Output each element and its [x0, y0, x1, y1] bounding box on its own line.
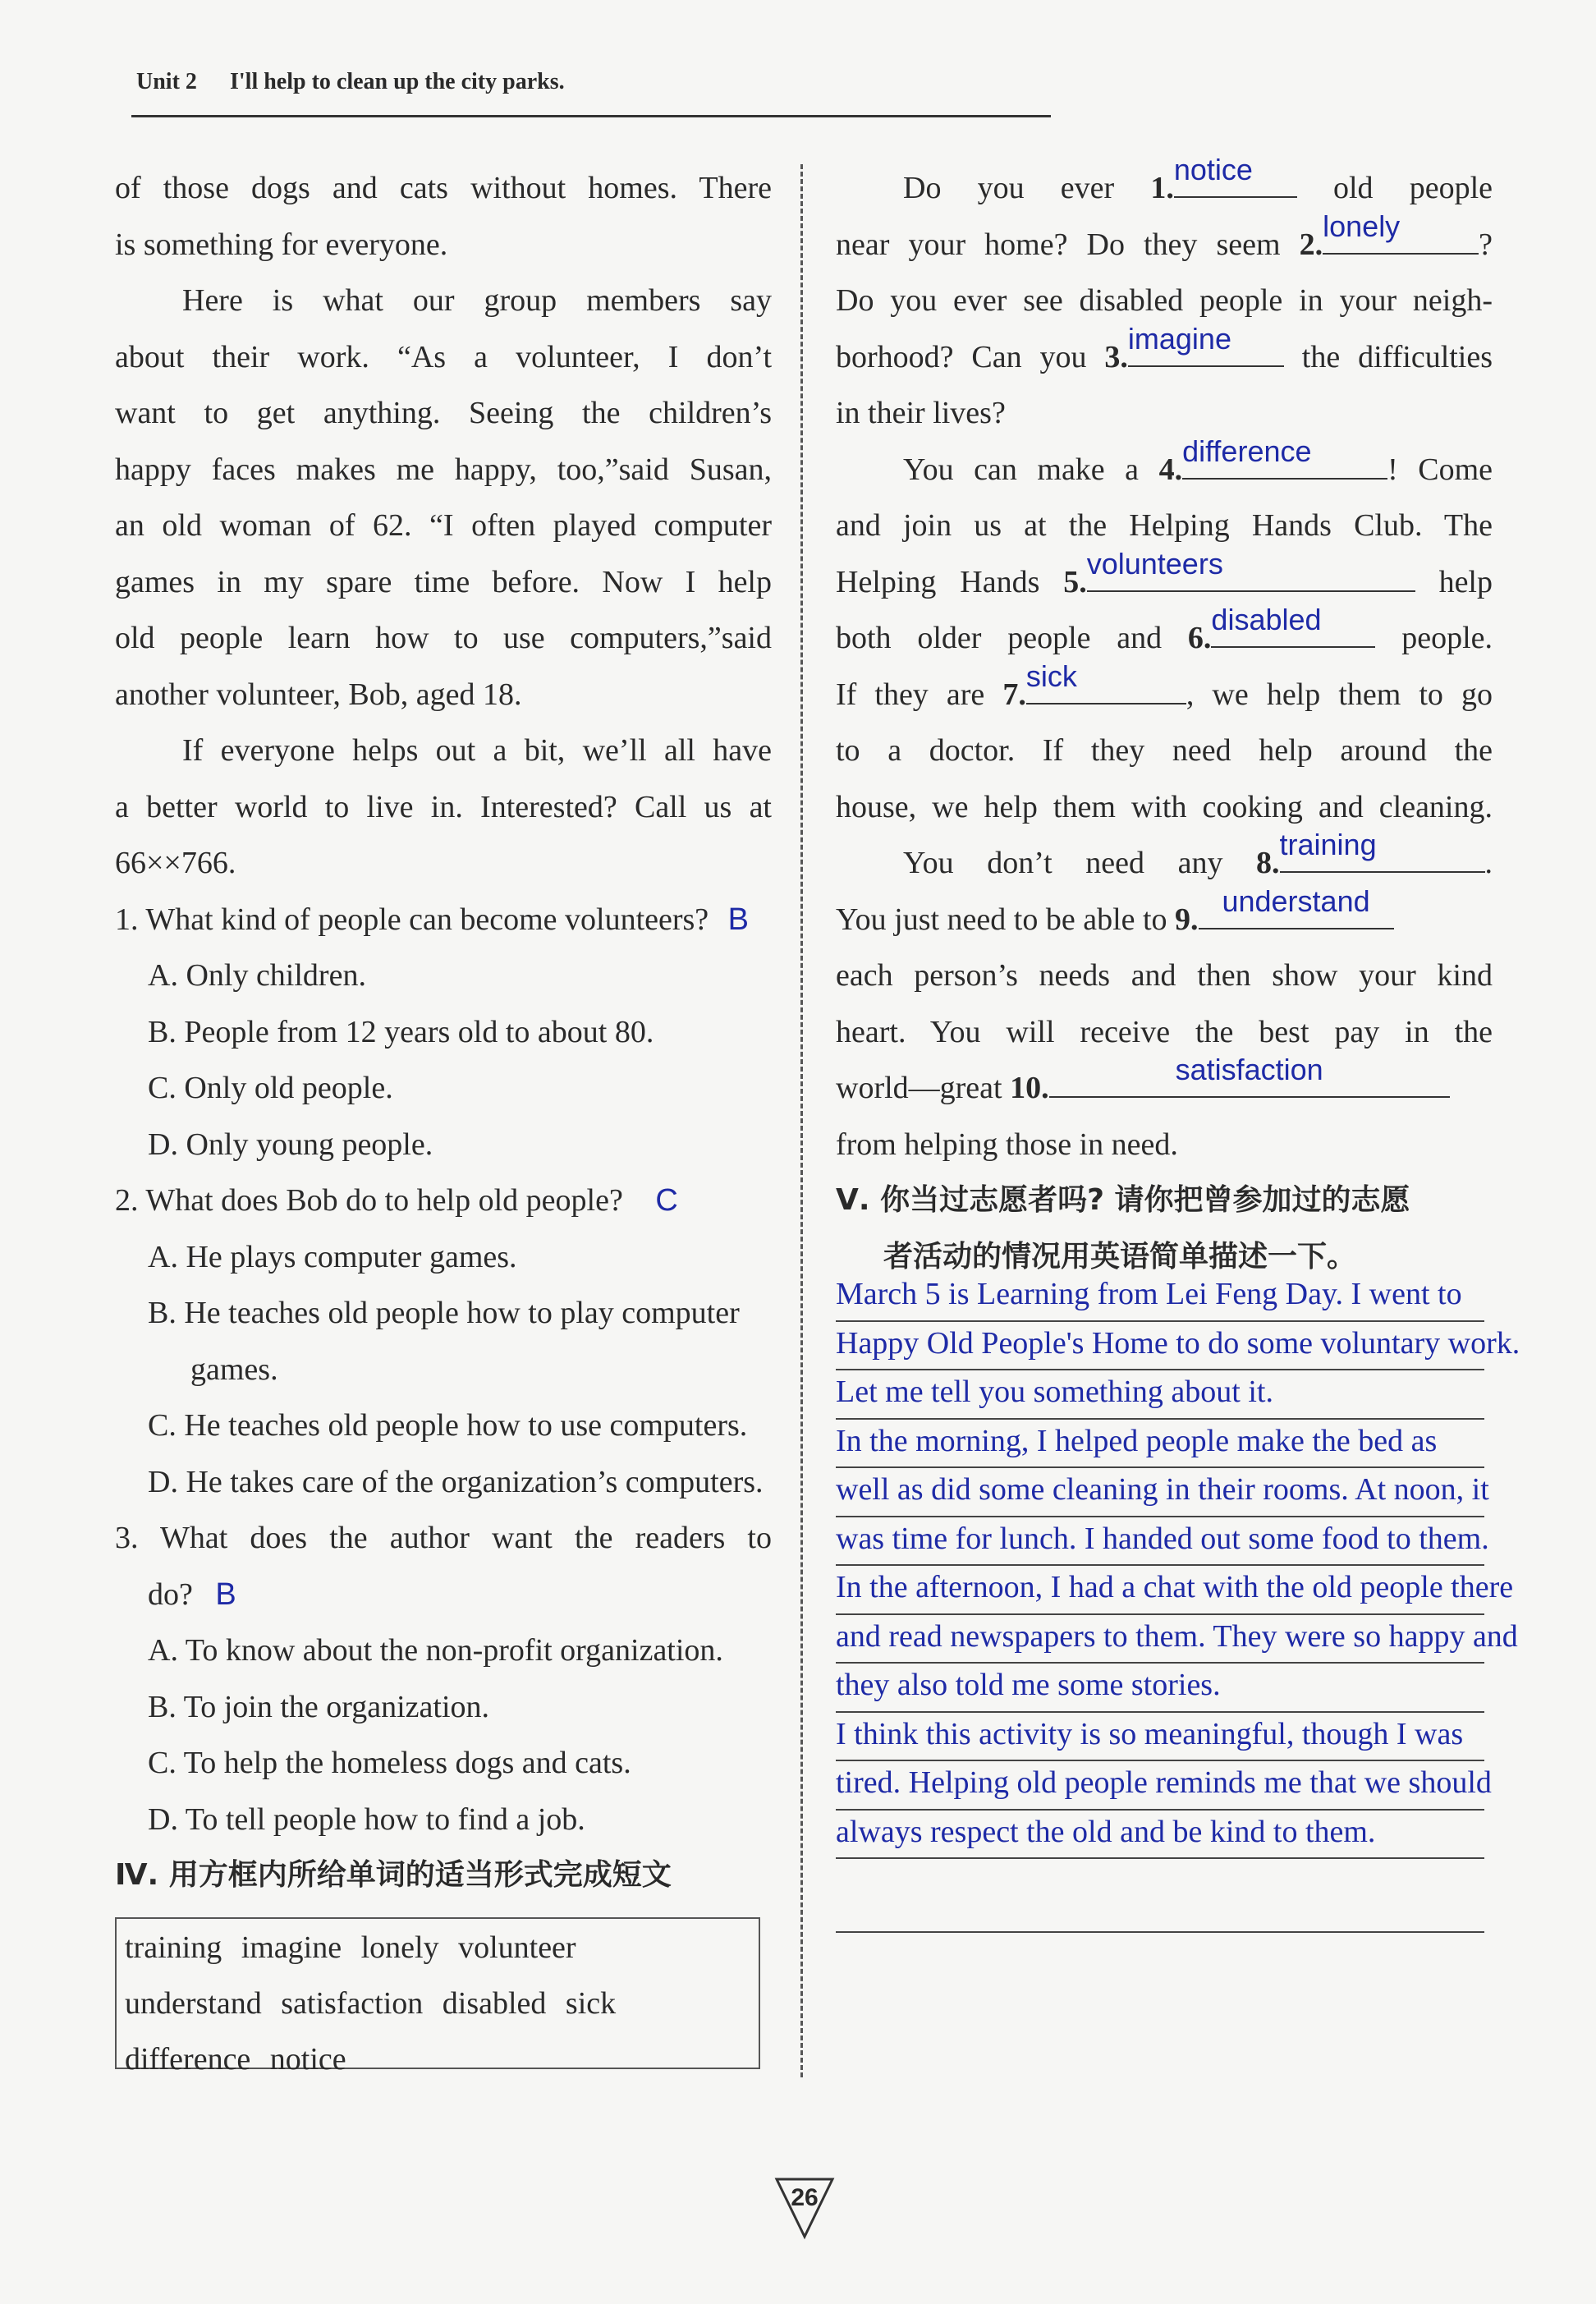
- passage-line: a better world to live in. Interested? Call us at: [115, 789, 772, 824]
- cloze-line: borhood? Can you 3. imagine the difficulties: [836, 321, 1493, 374]
- word-box: [115, 1917, 760, 2077]
- option: B. He teaches old people how to play computer: [148, 1296, 740, 1330]
- blank-5[interactable]: volunteers: [1087, 554, 1415, 592]
- option: C. He teaches old people how to use computers.: [148, 1408, 748, 1443]
- blank-3[interactable]: imagine: [1128, 329, 1284, 367]
- question-number: 3.: [115, 1521, 139, 1555]
- cloze-line: to a doctor. If they need help around the: [836, 733, 1493, 768]
- page-number-badge: [772, 2176, 837, 2242]
- question-3-cont: [115, 1567, 772, 1623]
- writing-line: Happy Old People's Home to do some voluntary work.: [836, 1322, 1484, 1371]
- passage-line: another volunteer, Bob, aged 18.: [115, 677, 522, 712]
- cloze-line: You can make a 4. difference ! Come: [903, 434, 1493, 487]
- question-text: What does the author want the readers to: [159, 1521, 772, 1555]
- section-5-title-cont: 者活动的情况用英语简单描述一下。: [883, 1239, 1357, 1274]
- option: A. He plays computer games.: [148, 1239, 517, 1274]
- word-box-row: training imagine lonely volunteer: [125, 1930, 576, 1965]
- writing-line: In the morning, I helped people make the bed as: [836, 1420, 1484, 1469]
- blank-8[interactable]: training: [1280, 835, 1485, 873]
- question-answer: B: [215, 1577, 236, 1612]
- unit-title: I'll help to clean up the city parks.: [230, 69, 565, 94]
- cloze-line: If they are 7. sick , we help them to go: [836, 659, 1493, 712]
- cloze-line: and join us at the Helping Hands Club. The: [836, 508, 1493, 543]
- option: B. To join the organization.: [148, 1689, 489, 1724]
- blank-6[interactable]: disabled: [1211, 610, 1375, 648]
- cloze-line: heart. You will receive the best pay in the: [836, 1014, 1493, 1049]
- cloze-line: both older people and 6. disabled people.: [836, 603, 1493, 655]
- option: A. To know about the non-profit organization.: [148, 1633, 723, 1668]
- right-column: [836, 153, 1493, 1285]
- option: C. Only old people.: [148, 1071, 393, 1105]
- writing-line: well as did some cleaning in their rooms. At noon, it: [836, 1468, 1484, 1517]
- passage-line: about their work. “As a volunteer, I don’t: [115, 339, 772, 374]
- question-1: [115, 892, 772, 948]
- column-divider: [800, 164, 803, 2077]
- cloze-line: Helping Hands 5. volunteers help: [836, 546, 1493, 599]
- cloze-line: house, we help them with cooking and cleaning.: [836, 789, 1493, 824]
- passage-line: an old woman of 62. “I often played computer: [115, 508, 772, 543]
- cloze-line: Do you ever 1. notice old people: [903, 153, 1493, 205]
- question-number: 2.: [115, 1183, 139, 1218]
- passage-line: games in my spare time before. Now I help: [115, 564, 772, 599]
- question-number: 1.: [115, 902, 139, 937]
- question-answer: C: [655, 1183, 678, 1218]
- cloze-line: each person’s needs and then show your kind: [836, 958, 1493, 993]
- passage-line: is something for everyone.: [115, 227, 448, 262]
- writing-line: was time for lunch. I handed out some food to them.: [836, 1517, 1484, 1567]
- blank-9[interactable]: understand: [1199, 892, 1394, 929]
- passage-line: Here is what our group members say: [182, 283, 772, 318]
- cloze-line: You just need to be able to 9. understand: [836, 892, 1493, 948]
- question-answer: B: [727, 902, 750, 937]
- blank-7[interactable]: sick: [1026, 667, 1186, 705]
- left-column: [115, 160, 772, 1904]
- word-box-row: understand satisfaction disabled sick: [125, 1986, 617, 2021]
- passage-line: want to get anything. Seeing the children’s: [115, 396, 772, 430]
- writing-line: tired. Helping old people reminds me that we should: [836, 1761, 1484, 1811]
- cloze-line: You don’t need any 8. training .: [903, 828, 1493, 880]
- section-5-title: Ⅴ. 你当过志愿者吗? 请你把曾参加过的志愿: [836, 1183, 1410, 1217]
- writing-line-empty: [836, 1884, 1484, 1933]
- writing-line: Let me tell you something about it.: [836, 1370, 1484, 1420]
- writing-line: they also told me some stories.: [836, 1664, 1484, 1713]
- passage-line: old people learn how to use computers,”said: [115, 621, 772, 655]
- page-header: [131, 64, 1051, 117]
- question-3: [115, 1510, 772, 1567]
- blank-2[interactable]: lonely: [1323, 217, 1479, 255]
- cloze-line: world—great 10. satisfaction: [836, 1060, 1493, 1117]
- writing-line: March 5 is Learning from Lei Feng Day. I went to: [836, 1273, 1484, 1322]
- cloze-line: Do you ever see disabled people in your neigh-: [836, 283, 1493, 318]
- cloze-line: in their lives?: [836, 396, 1006, 430]
- question-text: do?: [148, 1577, 193, 1612]
- unit-label: Unit 2: [136, 69, 197, 94]
- question-2: [115, 1173, 772, 1229]
- option: C. To help the homeless dogs and cats.: [148, 1746, 631, 1780]
- passage-line: If everyone helps out a bit, we’ll all have: [182, 733, 772, 768]
- blank-10[interactable]: satisfaction: [1049, 1060, 1450, 1098]
- option: D. He takes care of the organization’s computers.: [148, 1464, 764, 1499]
- section-4-title: Ⅳ. 用方框内所给单词的适当形式完成短文: [115, 1858, 672, 1892]
- passage-line: of those dogs and cats without homes. There: [115, 171, 772, 205]
- cloze-line: from helping those in need.: [836, 1127, 1178, 1162]
- passage-line: 66××766.: [115, 846, 236, 880]
- option: D. Only young people.: [148, 1127, 433, 1162]
- option: D. To tell people how to find a job.: [148, 1801, 585, 1837]
- cloze-line: near your home? Do they seem 2. lonely ?: [836, 209, 1493, 262]
- question-text: What kind of people can become volunteers?: [145, 902, 709, 937]
- option-continuation: games.: [190, 1352, 278, 1387]
- option: A. Only children.: [148, 958, 366, 993]
- page-number: 26: [791, 2184, 819, 2211]
- blank-1[interactable]: notice: [1174, 160, 1297, 198]
- option: B. People from 12 years old to about 80.: [148, 1014, 654, 1049]
- writing-area[interactable]: [836, 1273, 1520, 1933]
- word-box-row: difference notice: [125, 2042, 346, 2077]
- passage-line: happy faces makes me happy, too,”said Susan,: [115, 452, 772, 487]
- writing-line: and read newspapers to them. They were so happy and: [836, 1615, 1484, 1664]
- writing-line: I think this activity is so meaningful, though I was: [836, 1713, 1484, 1762]
- writing-line: In the afternoon, I had a chat with the old people there: [836, 1566, 1484, 1615]
- writing-line: always respect the old and be kind to them.: [836, 1811, 1484, 1860]
- question-text: What does Bob do to help old people?: [145, 1183, 623, 1218]
- blank-4[interactable]: difference: [1182, 442, 1387, 480]
